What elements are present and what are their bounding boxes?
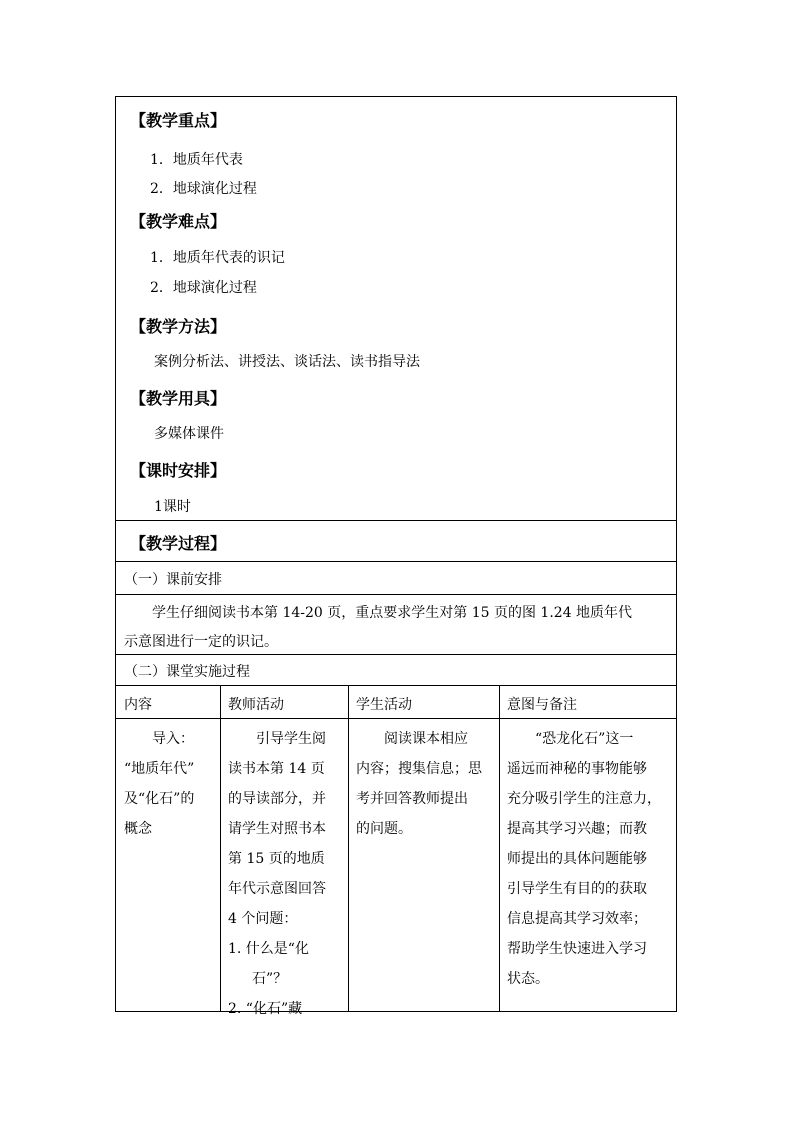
pre-class-line: 示意图进行一定的识记。 <box>124 634 278 650</box>
teacher-list-item: 2. “化石”藏 <box>228 1001 303 1017</box>
divider <box>116 561 676 562</box>
teacher-line: 的导读部分，并 <box>228 791 326 807</box>
notes-line: 提高其学习兴趣；而教 <box>507 821 647 837</box>
column-header-teacher: 教师活动 <box>228 697 284 713</box>
content-line: 概念 <box>124 821 152 837</box>
divider <box>116 594 676 595</box>
student-cell <box>356 724 498 844</box>
divider <box>116 654 676 655</box>
student-line: 的问题。 <box>356 821 412 837</box>
teacher-line: 引导学生阅 <box>256 731 326 747</box>
focus-item: 2．地球演化过程 <box>150 181 257 197</box>
teacher-line: 请学生对照书本 <box>228 821 326 837</box>
column-divider <box>348 685 349 1012</box>
column-header-content: 内容 <box>124 697 152 713</box>
teacher-line: 第 15 页的地质 <box>228 851 325 867</box>
difficulty-title: 【教学难点】 <box>130 212 227 231</box>
student-line: 内容；搜集信息；思 <box>356 761 482 777</box>
in-class-heading: （二）课堂实施过程 <box>124 664 250 680</box>
teacher-line: 4 个问题： <box>228 911 298 927</box>
column-header-student: 学生活动 <box>356 697 412 713</box>
content-line: 及“化石”的 <box>124 791 195 807</box>
tools-content: 多媒体课件 <box>154 426 224 442</box>
focus-title: 【教学重点】 <box>130 111 227 130</box>
pre-class-heading: （一）课前安排 <box>124 572 222 588</box>
notes-line: 遥远而神秘的事物能够 <box>507 761 647 777</box>
divider <box>116 685 676 686</box>
difficulty-item: 1．地质年代表的识记 <box>150 250 285 266</box>
notes-line: 信息提高其学习效率； <box>507 911 647 927</box>
lesson-plan-table <box>115 96 677 1017</box>
divider <box>116 718 676 719</box>
methods-title: 【教学方法】 <box>130 317 227 336</box>
teacher-line: 年代示意图回答 <box>228 881 326 897</box>
pre-class-line: 学生仔细阅读书本第 14-20 页，重点要求学生对第 15 页的图 1.24 地质年代 <box>152 605 633 621</box>
content-cell <box>124 724 216 844</box>
column-header-notes: 意图与备注 <box>507 697 577 713</box>
teacher-line: 读书本第 14 页 <box>228 761 325 777</box>
content-line: 导入： <box>152 731 194 747</box>
notes-line: 师提出的具体问题能够 <box>507 851 647 867</box>
notes-line: “恐龙化石”这一 <box>535 731 634 747</box>
notes-line: 充分吸引学生的注意力， <box>507 791 661 807</box>
tools-title: 【教学用具】 <box>130 389 227 408</box>
teacher-list-item: 石”？ <box>252 971 288 987</box>
column-divider <box>220 685 221 1012</box>
schedule-title: 【课时安排】 <box>130 461 227 480</box>
focus-item: 1．地质年代表 <box>150 152 243 168</box>
teacher-cell <box>228 724 346 1024</box>
schedule-content: 1课时 <box>154 499 191 515</box>
student-line: 考并回答教师提出 <box>356 791 468 807</box>
notes-line: 引导学生有目的的获取 <box>507 881 647 897</box>
notes-cell <box>507 724 675 994</box>
notes-line: 帮助学生快速进入学习 <box>507 941 647 957</box>
process-title: 【教学过程】 <box>130 534 227 553</box>
notes-line: 状态。 <box>507 971 549 987</box>
methods-content: 案例分析法、讲授法、谈话法、读书指导法 <box>154 354 420 370</box>
difficulty-item: 2．地球演化过程 <box>150 280 257 296</box>
content-line: “地质年代” <box>124 761 195 777</box>
student-line: 阅读课本相应 <box>384 731 468 747</box>
teacher-list-item: 1. 什么是“化 <box>228 941 309 957</box>
column-divider <box>499 685 500 1012</box>
divider <box>116 520 676 521</box>
